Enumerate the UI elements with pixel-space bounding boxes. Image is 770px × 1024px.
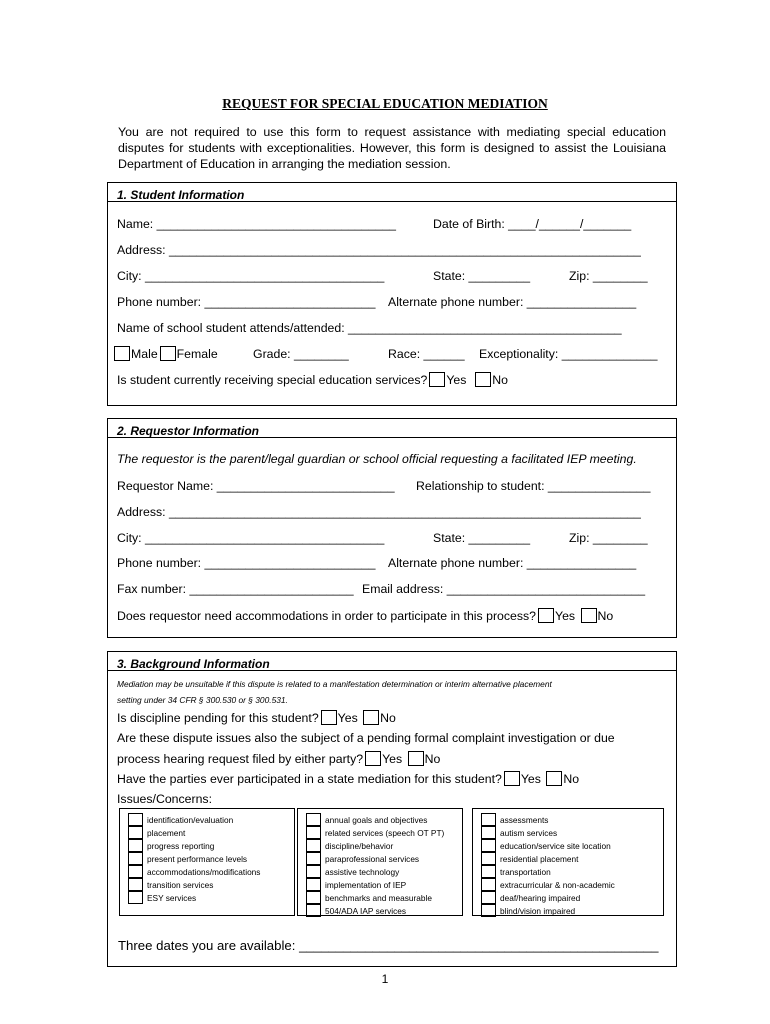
yes-label: Yes (520, 772, 541, 786)
yes-label: Yes (555, 609, 576, 623)
student-city-field[interactable]: City: ___________________________________ (117, 269, 385, 283)
yes-label: Yes (337, 711, 358, 725)
requestor-phone-field[interactable]: Phone number: _________________________ (117, 556, 376, 570)
issue-item[interactable] (128, 813, 294, 826)
requestor-name-field[interactable]: Requestor Name: __________________________ (117, 479, 395, 493)
issue-label: assessments (500, 815, 549, 825)
section-heading: 1. Student Information (108, 183, 676, 202)
no-label: No (380, 711, 396, 725)
issue-item[interactable] (128, 826, 294, 839)
page-number: 1 (381, 972, 389, 986)
issue-label: blind/vision impaired (500, 906, 576, 916)
available-dates-field[interactable]: Three dates you are available: _________________________________________________ (118, 938, 659, 953)
issues-column-3 (472, 808, 664, 916)
issue-label: ESY services (147, 893, 197, 903)
issue-label: assistive technology (325, 867, 400, 877)
section-heading: 2. Requestor Information (108, 419, 676, 438)
student-zip-field[interactable]: Zip: ________ (569, 269, 648, 283)
discipline-no-checkbox[interactable] (363, 710, 379, 725)
issue-label: identification/evaluation (147, 815, 234, 825)
issue-checkbox[interactable] (128, 865, 143, 878)
issue-label: annual goals and objectives (325, 815, 428, 825)
issue-label: transition services (147, 880, 214, 890)
mediation-note-line2: setting under 34 CFR § 300.530 or § 300.531. (117, 695, 288, 705)
issue-checkbox[interactable] (128, 839, 143, 852)
issue-checkbox[interactable] (306, 839, 321, 852)
student-information-section (107, 182, 677, 406)
no-label: No (492, 373, 508, 387)
accommodations-no-checkbox[interactable] (581, 608, 597, 623)
issue-label: progress reporting (147, 841, 215, 851)
issue-checkbox[interactable] (128, 852, 143, 865)
complaint-text: process hearing request filed by either party? (117, 752, 364, 766)
issue-item[interactable] (481, 904, 663, 917)
issue-checkbox[interactable] (481, 865, 496, 878)
issue-label: education/service site location (500, 841, 611, 851)
issue-item[interactable] (306, 891, 462, 904)
issue-item[interactable] (481, 878, 663, 891)
issue-item[interactable] (128, 891, 294, 904)
accommodations-question (117, 608, 613, 623)
issue-checkbox[interactable] (128, 813, 143, 826)
discipline-question (117, 710, 396, 725)
issue-checkbox[interactable] (306, 826, 321, 839)
no-label: No (424, 752, 441, 766)
no-label: No (563, 772, 580, 786)
female-checkbox[interactable] (160, 346, 176, 361)
email-field[interactable]: Email address: _____________________________ (362, 582, 646, 596)
issue-label: present performance levels (147, 854, 248, 864)
discipline-text: Is discipline pending for this student? (117, 711, 319, 725)
issue-item[interactable] (481, 839, 663, 852)
student-address-field[interactable]: Address: _____________________________________________________________________ (117, 243, 641, 257)
exceptionality-field[interactable]: Exceptionality: ______________ (479, 347, 658, 361)
issue-checkbox[interactable] (128, 878, 143, 891)
issue-item[interactable] (306, 813, 462, 826)
issue-item[interactable] (128, 839, 294, 852)
form-title: REQUEST FOR SPECIAL EDUCATION MEDIATION (222, 96, 548, 111)
accommodations-text: Does requestor need accommodations in order to participate in this process? (117, 609, 537, 623)
requestor-note: The requestor is the parent/legal guardian or school official requesting a facilitated IEP meeting. (117, 452, 637, 466)
issue-item[interactable] (481, 813, 663, 826)
school-name-field[interactable]: Name of school student attends/attended: ________________________________________ (117, 321, 622, 335)
issue-checkbox[interactable] (306, 852, 321, 865)
complaint-question-line1: Are these dispute issues also the subject of a pending formal complaint investigation or due (117, 731, 615, 745)
student-state-field[interactable]: State: _________ (433, 269, 531, 283)
issue-checkbox[interactable] (128, 891, 143, 904)
issue-item[interactable] (306, 865, 462, 878)
requestor-address-field[interactable]: Address: _____________________________________________________________________ (117, 505, 641, 519)
issue-label: 504/ADA IAP services (325, 906, 407, 916)
issue-item[interactable] (481, 826, 663, 839)
issue-item[interactable] (481, 852, 663, 865)
yes-label: Yes (382, 752, 403, 766)
grade-field[interactable]: Grade: ________ (253, 347, 349, 361)
issues-label: Issues/Concerns: (117, 792, 213, 806)
student-phone-field[interactable]: Phone number: _________________________ (117, 295, 376, 309)
issue-checkbox[interactable] (481, 826, 496, 839)
issue-checkbox[interactable] (306, 904, 321, 917)
requestor-zip-field[interactable]: Zip: ________ (569, 531, 648, 545)
male-label: Male (131, 347, 158, 361)
issue-item[interactable] (306, 904, 462, 917)
no-label: No (597, 609, 614, 623)
background-information-section (107, 651, 677, 967)
issue-label: deaf/hearing impaired (500, 893, 581, 903)
prior-mediation-question (117, 771, 579, 786)
issue-checkbox[interactable] (481, 904, 496, 917)
issue-label: related services (speech OT PT) (325, 828, 445, 838)
mediation-note-line1: Mediation may be unsuitable if this dispute is related to a manifestation determination or interim alternative placement (117, 679, 552, 689)
issue-label: transportation (500, 867, 551, 877)
issue-checkbox[interactable] (481, 878, 496, 891)
issue-item[interactable] (306, 878, 462, 891)
issue-checkbox[interactable] (481, 852, 496, 865)
issue-item[interactable] (128, 852, 294, 865)
sped-no-checkbox[interactable] (475, 372, 491, 387)
issue-label: autism services (500, 828, 558, 838)
complaint-no-checkbox[interactable] (408, 751, 424, 766)
issue-item[interactable] (306, 839, 462, 852)
issue-checkbox[interactable] (481, 813, 496, 826)
issue-label: implementation of IEP (325, 880, 407, 890)
issues-column-1 (119, 808, 295, 916)
issue-label: paraprofessional services (325, 854, 420, 864)
issue-item[interactable] (481, 891, 663, 904)
issue-item[interactable] (128, 878, 294, 891)
issue-checkbox[interactable] (481, 891, 496, 904)
requestor-state-field[interactable]: State: _________ (433, 531, 531, 545)
issue-label: residential placement (500, 854, 579, 864)
sped-question-text: Is student currently receiving special education services? (117, 373, 428, 387)
gender-options (112, 346, 218, 361)
issue-checkbox[interactable] (128, 826, 143, 839)
discipline-yes-checkbox[interactable] (321, 710, 337, 725)
student-alt-phone-field[interactable]: Alternate phone number: ________________ (388, 295, 637, 309)
sped-services-question (117, 372, 508, 387)
female-label: Female (176, 347, 218, 361)
relationship-field[interactable]: Relationship to student: _______________ (416, 479, 651, 493)
issue-checkbox[interactable] (306, 865, 321, 878)
yes-label: Yes (446, 373, 467, 387)
issue-item[interactable] (306, 852, 462, 865)
male-checkbox[interactable] (114, 346, 130, 361)
intro-paragraph: You are not required to use this form to request assistance with mediating special education disputes for students with exceptionalities. However, this form is designed to assist the Louisiana Department of Education in arranging the mediation session. (118, 125, 666, 171)
issue-label: benchmarks and measurable (325, 893, 432, 903)
requestor-information-section (107, 418, 677, 638)
issue-label: placement (147, 828, 186, 838)
issue-checkbox[interactable] (306, 891, 321, 904)
issue-item[interactable] (128, 865, 294, 878)
prior-mediation-yes-checkbox[interactable] (504, 771, 520, 786)
issue-checkbox[interactable] (481, 839, 496, 852)
complaint-yes-checkbox[interactable] (365, 751, 381, 766)
requestor-city-field[interactable]: City: ___________________________________ (117, 531, 385, 545)
section-heading: 3. Background Information (108, 652, 676, 671)
issue-label: discipline/behavior (325, 841, 394, 851)
issue-item[interactable] (481, 865, 663, 878)
issue-label: extracurricular & non-academic (500, 880, 615, 890)
prior-mediation-no-checkbox[interactable] (546, 771, 562, 786)
date-of-birth-field[interactable]: Date of Birth: ____/______/_______ (433, 217, 632, 231)
accommodations-yes-checkbox[interactable] (538, 608, 554, 623)
issue-item[interactable] (306, 826, 462, 839)
complaint-question-line2 (117, 751, 440, 766)
student-name-field[interactable]: Name: ___________________________________ (117, 217, 396, 231)
issue-label: accommodations/modifications (147, 867, 261, 877)
fax-field[interactable]: Fax number: ________________________ (117, 582, 354, 596)
requestor-alt-phone-field[interactable]: Alternate phone number: ________________ (388, 556, 637, 570)
issue-checkbox[interactable] (306, 878, 321, 891)
race-field[interactable]: Race: ______ (388, 347, 465, 361)
issues-column-2 (297, 808, 463, 916)
prior-mediation-text: Have the parties ever participated in a state mediation for this student? (117, 772, 502, 786)
sped-yes-checkbox[interactable] (429, 372, 445, 387)
issue-checkbox[interactable] (306, 813, 321, 826)
